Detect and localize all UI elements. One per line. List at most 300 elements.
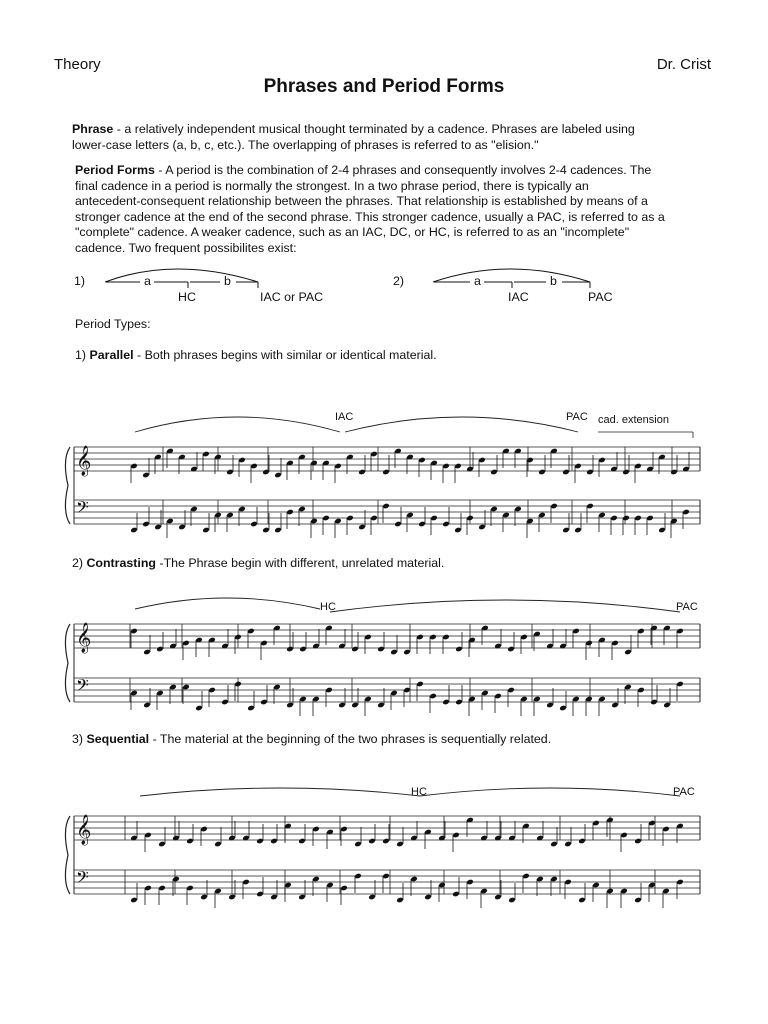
example1-bass-note [274,527,282,534]
example3-bass-note [592,882,600,889]
example2-bass-note [143,702,151,709]
example3-bass-note [144,885,152,892]
example3-bass-note [438,882,446,889]
example1-bass-note [442,521,450,528]
example1-treble-note [310,460,318,467]
example2-bass-note [234,681,242,688]
example3-treble-note [536,835,544,842]
example3-bass-note [676,879,684,886]
example2-treble-note [507,646,515,653]
example1-treble-note [238,457,246,464]
example2-treble-note [468,637,476,644]
example3-bass-note [620,888,628,895]
period-text-3: antecedent-consequent relationship between the phrases. That relationship is established by means of a [75,194,648,209]
example2-treble-note [481,625,489,632]
phrase-text-2: lower-case letters (a, b, c, etc.). The overlapping of phrases is referred to as "elision." [72,137,539,152]
example3-treble-note [172,835,180,842]
example1-bass-note [538,512,546,519]
diagram2-phrase-b: b [550,274,557,288]
example1-bass-note [346,515,354,522]
example1-bass-note [334,518,342,525]
example1-bass-note [586,503,594,510]
example1-brace [65,447,70,524]
example1-bass-note [478,524,486,531]
example2-bass-note [676,681,684,688]
type-sequential-heading: 3) Sequential - The material at the beginning of the two phrases is sequentially related. [72,732,552,746]
example2-treble-note [130,628,138,635]
example2-bass-note [286,702,294,709]
example2-bass-note [377,702,385,709]
example1-bass-note [514,506,522,513]
example1-bass-note [298,506,306,513]
example1-bass-note [574,527,582,534]
example2-bass-note [624,684,632,691]
example1-treble-note [418,457,426,464]
example3-treble-note [382,838,390,845]
example1-bass-note [658,527,666,534]
example1-treble-note [154,454,162,461]
example2-bass-note [312,696,320,703]
example1-bass-note [610,515,618,522]
example1-bass-note [550,503,558,510]
example3-treble-note [494,835,502,842]
example2-bass-note [299,696,307,703]
example1-bass-note [322,515,330,522]
example2-clef: 𝄢 [76,675,89,699]
example3-bass-note [256,891,264,898]
example1-bass-note [250,521,258,528]
example1-treble-note [442,463,450,470]
example1-treble-note [550,448,558,455]
example1-treble-note [382,469,390,476]
example2-treble-note [312,643,320,650]
example2-treble-note [585,640,593,647]
example1-treble-note [262,469,270,476]
example3-brace [65,816,70,894]
example2-treble-note [221,643,229,650]
example3-treble-note [228,835,236,842]
example3-bass-note [508,897,516,904]
period-text-1: - A period is the combination of 2-4 phrases and consequently involves 2-4 cadences. The [154,163,652,177]
example2-bass-note [611,702,619,709]
example2-treble-note [494,643,502,650]
example3-treble-note [242,835,250,842]
example3-treble-note [256,838,264,845]
example2-bass-note [637,687,645,694]
example2-treble-note [208,637,216,644]
example3-treble-note [340,826,348,833]
example1-bass-note [670,518,678,525]
example1-treble-note [610,466,618,473]
example1-treble-note [454,463,462,470]
example1-bass-note [622,515,630,522]
instructor-label: Dr. Crist [656,56,711,73]
example1-bass-note [130,527,138,534]
example1-cadence-pac: PAC [566,411,588,423]
example1-treble-note [334,463,342,470]
example2-bass-note [156,690,164,697]
example2-bass-note [351,702,359,709]
example1-bass-note [142,521,150,528]
example3-treble-note [578,838,586,845]
example1-bass-note [154,524,162,531]
example2-bass-note [325,687,333,694]
example1-treble-note [526,457,534,464]
example3-treble-note [354,841,362,848]
example1-bass-note [466,515,474,522]
example2-bass-note [481,690,489,697]
example2-treble-note [533,631,541,638]
diagram1-cadence-1: HC [178,290,196,304]
example1-bass-note [454,527,462,534]
example2-slur-a [135,598,320,609]
example3-treble-note [480,835,488,842]
example1-bass-note [394,521,402,528]
example3-bass-note [424,894,432,901]
example2-treble-note [546,643,554,650]
diagram2-cadence-2: PAC [588,290,613,304]
example3-bass-note [606,888,614,895]
diagram1-phrase-b: b [224,274,231,288]
example2-bass-note [338,702,346,709]
example2-bass-note [260,699,268,706]
example2-bass-note [468,696,476,703]
example3-bass-note [312,876,320,883]
example3-bass-note [634,897,642,904]
example1-treble-note [658,454,666,461]
example1-treble-note [514,448,522,455]
example3-bass-note [340,885,348,892]
example3-treble-note [410,835,418,842]
example3-bass-note [466,879,474,886]
example1-bass-note [502,512,510,519]
example1-bass-note [598,512,606,519]
example1-clef: 𝄢 [76,497,89,521]
diagram2-slur [433,269,590,282]
example2-treble-note [234,634,242,641]
example2-treble-note [637,628,645,635]
example1-treble-note [274,472,282,479]
example1-bass-note [310,518,318,525]
example2-bass-note [273,684,281,691]
example1-treble-note [190,466,198,473]
example3-slur-a [140,788,420,796]
example1-bass-note [430,515,438,522]
example3-bass-note [368,894,376,901]
example2-treble-note [676,628,684,635]
example3-clef: 𝄢 [76,867,89,891]
example3-bass-note [284,882,292,889]
example3-treble-note [270,838,278,845]
example3-treble-note [662,826,670,833]
example3-treble-note [592,820,600,827]
example3-bass-note [396,897,404,904]
example1-bass-note [682,509,690,516]
example3-treble-note [648,820,656,827]
example1-bass-note [358,524,366,531]
example3-bass-note [382,873,390,880]
example2-treble-note [416,634,424,641]
example1-treble-note [466,466,474,473]
example2-treble-note [247,628,255,635]
example3-bass-note [242,879,250,886]
example2-bass-note [208,687,216,694]
type-contrasting-heading: 2) Contrasting -The Phrase begin with different, unrelated material. [72,556,445,570]
example3-treble-note [606,817,614,824]
example1-bass-note [418,521,426,528]
example3-treble-note [620,832,628,839]
period-definition [75,163,725,257]
example2-bass-note [195,705,203,712]
example1-treble-note [622,469,630,476]
diagram2-cadence-1: IAC [508,290,529,304]
example3-bass-note [494,894,502,901]
example3-cadence-hc: HC [411,786,427,798]
example1-slur-a [135,417,340,432]
example1-treble-note [682,466,690,473]
example2-bass-note [182,684,190,691]
example2-bass-note [364,696,372,703]
example2-slur-b [330,600,680,612]
example3-clef: 𝄞 [76,815,92,845]
example3-treble-note [130,835,138,842]
example2-treble-note [429,634,437,641]
example1-clef: 𝄞 [76,446,92,476]
example3-treble-note [634,838,642,845]
example2-treble-note [156,646,164,653]
example1-treble-note [478,457,486,464]
example2-treble-note [663,625,671,632]
example2-treble-note [650,625,658,632]
example2-treble-note [364,634,372,641]
example2-treble-note [455,646,463,653]
example3-bass-note [410,876,418,883]
example1-treble-note [598,457,606,464]
example3-treble-note [424,829,432,836]
example2-treble-note [338,643,346,650]
example1-treble-note [298,454,306,461]
example1-treble-note [346,454,354,461]
example3-bass-note [298,894,306,901]
phrase-definition [72,122,712,153]
example2-treble-note [520,634,528,641]
example2-treble-note [169,643,177,650]
example1-cadence-iac: IAC [335,411,354,423]
example1-treble-note [394,448,402,455]
example1-treble-note [250,463,258,470]
example2-treble-note [624,649,632,656]
example2-treble-note [377,646,385,653]
example3-treble-note [284,823,292,830]
example3-treble-note [438,835,446,842]
period-text-2: final cadence in a period is normally the strongest. In a two phrase period, there is typically an [75,178,589,193]
example2-bass-note [416,681,424,688]
example2-treble-note [260,640,268,647]
example1-cad-extension: cad. extension [598,414,669,426]
example3-treble-note [508,835,516,842]
example3-bass-note [158,885,166,892]
example1-treble-note [214,454,222,461]
example3-treble-note [326,829,334,836]
diagram1-phrase-a: a [144,274,151,288]
example1-treble-note [202,451,210,458]
example1-treble-note [562,469,570,476]
example3-treble-note [298,838,306,845]
example1-treble-note [226,469,234,476]
example3-bass-note [578,897,586,904]
example3-bass-note [536,876,544,883]
example1-treble-note [670,469,678,476]
example1-treble-note [370,451,378,458]
example2-treble-note [286,646,294,653]
example2-treble-note [325,625,333,632]
example2-bass-note [533,696,541,703]
example1-bass-note [202,527,210,534]
example2-treble-note [299,646,307,653]
example1-bass-note [406,512,414,519]
example1-bass-note [262,527,270,534]
example3-bass-note [648,882,656,889]
example1-treble-note [574,463,582,470]
diagram1-cadence-2: IAC or PAC [260,290,324,304]
example2-treble-note [403,649,411,656]
example1-slur-b [345,417,578,432]
example1-bass-note [226,512,234,519]
period-text-4: stronger cadence at the end of the second phrase. This stronger cadence, usually a PAC, is referred to as a [75,209,665,224]
example1-treble-note [586,469,594,476]
example2-treble-note [195,637,203,644]
example2-treble-note [442,634,450,641]
course-label: Theory [54,56,101,73]
example3-bass-note [480,888,488,895]
example2-bass-note [169,684,177,691]
example1-treble-note [490,469,498,476]
example1-treble-note [430,460,438,467]
example2-treble-note [559,643,567,650]
diagram1-number: 1) [74,274,86,288]
period-text-5: "complete" cadence. A weaker cadence, such as an IAC, DC, or HC, is referred to as an "incomplete" [75,225,630,240]
example2-bass-note [572,696,580,703]
example3-cadence-pac: PAC [673,786,695,798]
example1-bass-note [190,506,198,513]
example3-bass-note [564,879,572,886]
example2-treble-note [273,625,281,632]
example3-bass-note [326,882,334,889]
period-types-label: Period Types: [75,317,151,331]
example2-clef: 𝄞 [76,623,92,653]
phrase-term: Phrase [72,122,114,136]
example1-bass-note [238,506,246,513]
example1-treble-note [538,469,546,476]
example1-bass-note [214,512,222,519]
page-title: Phrases and Period Forms [263,76,505,97]
example2-bass-note [455,699,463,706]
example3-bass-note [662,888,670,895]
example2-brace [65,624,70,702]
example1-treble-note [322,460,330,467]
example1-bass-note [370,515,378,522]
example1-treble-note [406,454,414,461]
example1-bass-note [382,503,390,510]
example3-treble-note [522,823,530,830]
example2-treble-note [572,628,580,635]
example2-bass-note [520,696,528,703]
example3-treble-note [158,841,166,848]
example1-bass-note [178,524,186,531]
example3-treble-note [676,823,684,830]
period-term: Period Forms [75,163,155,177]
example2-bass-note [663,702,671,709]
example1-treble-note [358,469,366,476]
example1-bass-note [286,509,294,516]
example3-bass-note [522,873,530,880]
example3-slur-b [420,788,680,796]
example2-bass-note [429,693,437,700]
example2-bass-note [221,699,229,706]
example1-treble-note [166,448,174,455]
example1-treble-note [178,454,186,461]
example3-treble-note [550,841,558,848]
example3-treble-note [564,841,572,848]
example3-bass-note [550,876,558,883]
example2-bass-note [546,702,554,709]
example3-treble-note [214,841,222,848]
example2-treble-note [611,640,619,647]
example1-treble-note [286,460,294,467]
example2-bass-note [585,696,593,703]
example3-bass-note [452,891,460,898]
example2-bass-note [247,705,255,712]
example2-treble-note [351,646,359,653]
example3-bass-note [270,894,278,901]
period-text-6: cadence. Two frequent possibilites exist: [75,240,297,255]
example3-bass-note [228,894,236,901]
example1-treble-note [502,448,510,455]
diagram1-slur [105,269,258,282]
example3-bass-note [172,876,180,883]
example3-bass-note [200,894,208,901]
example2-bass-note [130,690,138,697]
example1-bass-note [166,518,174,525]
example2-bass-note [403,687,411,694]
example3-treble-note [466,817,474,824]
phrase-text-1: - a relatively independent musical thought terminated by a cadence. Phrases are labeled using [113,122,635,136]
example3-bass-note [214,888,222,895]
diagram2-number: 2) [393,274,405,288]
example2-cadence-hc: HC [320,601,336,613]
example1-bass-note [646,515,654,522]
example2-treble-note [182,640,190,647]
example3-treble-note [186,838,194,845]
example3-treble-note [368,838,376,845]
example2-cadence-pac: PAC [676,601,698,613]
example1-bass-note [526,518,534,525]
example2-treble-note [598,637,606,644]
example3-treble-note [396,841,404,848]
example2-bass-note [598,696,606,703]
example3-treble-note [452,832,460,839]
example1-treble-note [646,466,654,473]
example2-bass-note [559,705,567,712]
example2-treble-note [143,649,151,656]
example3-treble-note [312,826,320,833]
example1-bass-note [634,515,642,522]
diagram2-phrase-a: a [474,274,481,288]
example1-bass-note [562,527,570,534]
type-parallel-heading: 1) Parallel - Both phrases begins with similar or identical material. [75,348,437,362]
example2-bass-note [650,699,658,706]
example3-bass-note [130,897,138,904]
